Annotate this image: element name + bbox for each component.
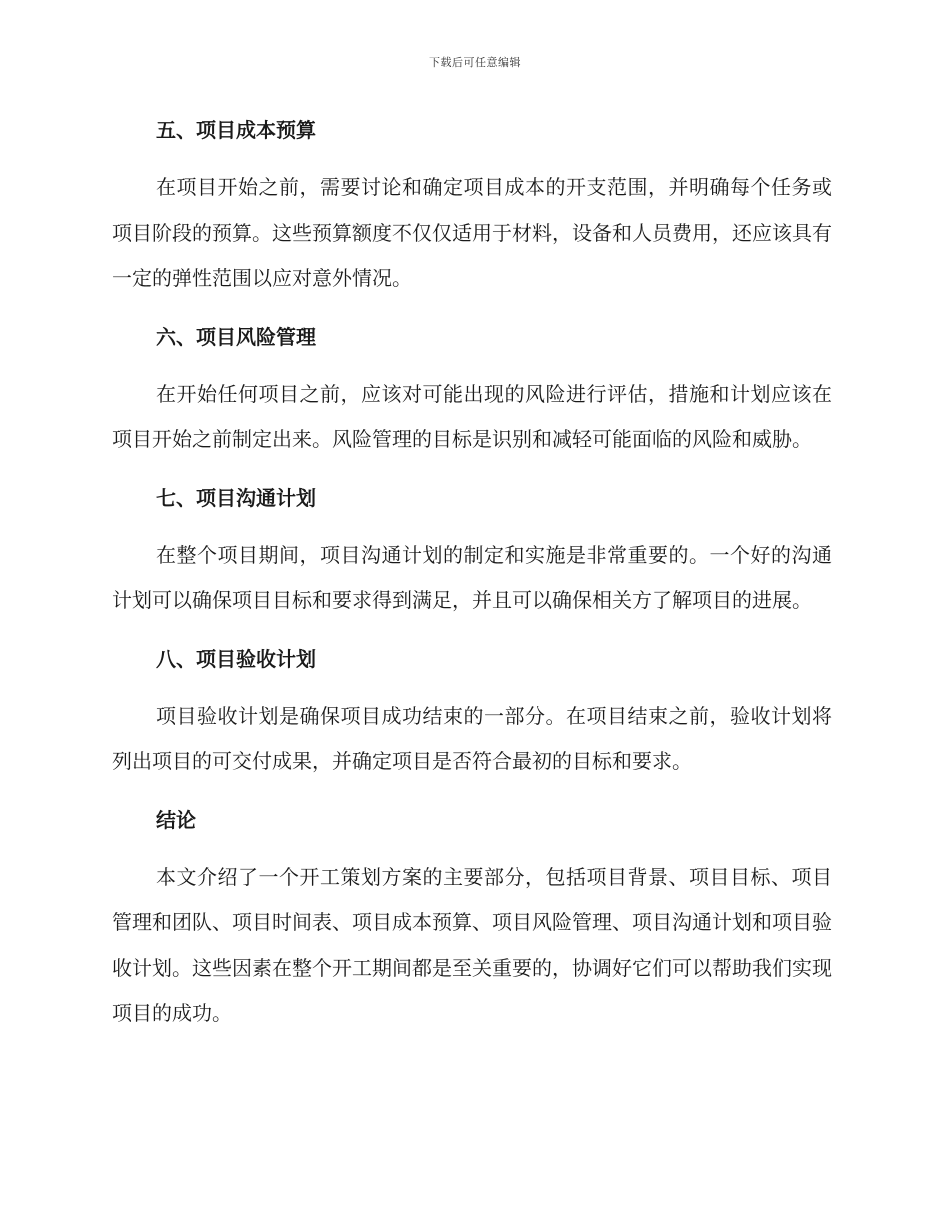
section-heading: 五、项目成本预算 [156, 118, 316, 142]
section-acceptance-plan [112, 637, 832, 785]
section-paragraph: 在项目开始之前，需要讨论和确定项目成本的开支范围，并明确每个任务或项目阶段的预算。这些预算额度不仅仅适用于材料，设备和人员费用，还应该具有一定的弹性范围以应对意外情况。 [112, 175, 832, 290]
section-heading: 六、项目风险管理 [156, 324, 316, 349]
section-heading: 八、项目验收计划 [156, 646, 316, 671]
section-communication-plan [112, 476, 832, 624]
section-heading: 七、项目沟通计划 [156, 485, 316, 510]
section-cost-budget [112, 108, 832, 302]
section-paragraph: 项目验收计划是确保项目成功结束的一部分。在项目结束之前，验收计划将列出项目的可交付成果，并确定项目是否符合最初的目标和要求。 [112, 703, 832, 773]
document-body [112, 108, 832, 1050]
section-paragraph: 本文介绍了一个开工策划方案的主要部分，包括项目背景、项目目标、项目管理和团队、项目时间表、项目成本预算、项目风险管理、项目沟通计划和项目验收计划。这些因素在整个开工期间都是至关重要的，协调好它们可以帮助我们实现项目的成功。 [112, 864, 832, 1025]
section-risk-management [112, 315, 832, 463]
section-conclusion [112, 798, 832, 1037]
section-heading: 结论 [156, 807, 196, 832]
page-header-note: 下载后可任意编辑 [429, 56, 521, 69]
section-paragraph: 在整个项目期间，项目沟通计划的制定和实施是非常重要的。一个好的沟通计划可以确保项目目标和要求得到满足，并且可以确保相关方了解项目的进展。 [112, 542, 832, 612]
section-paragraph: 在开始任何项目之前，应该对可能出现的风险进行评估，措施和计划应该在项目开始之前制定出来。风险管理的目标是识别和减轻可能面临的风险和威胁。 [112, 381, 832, 451]
